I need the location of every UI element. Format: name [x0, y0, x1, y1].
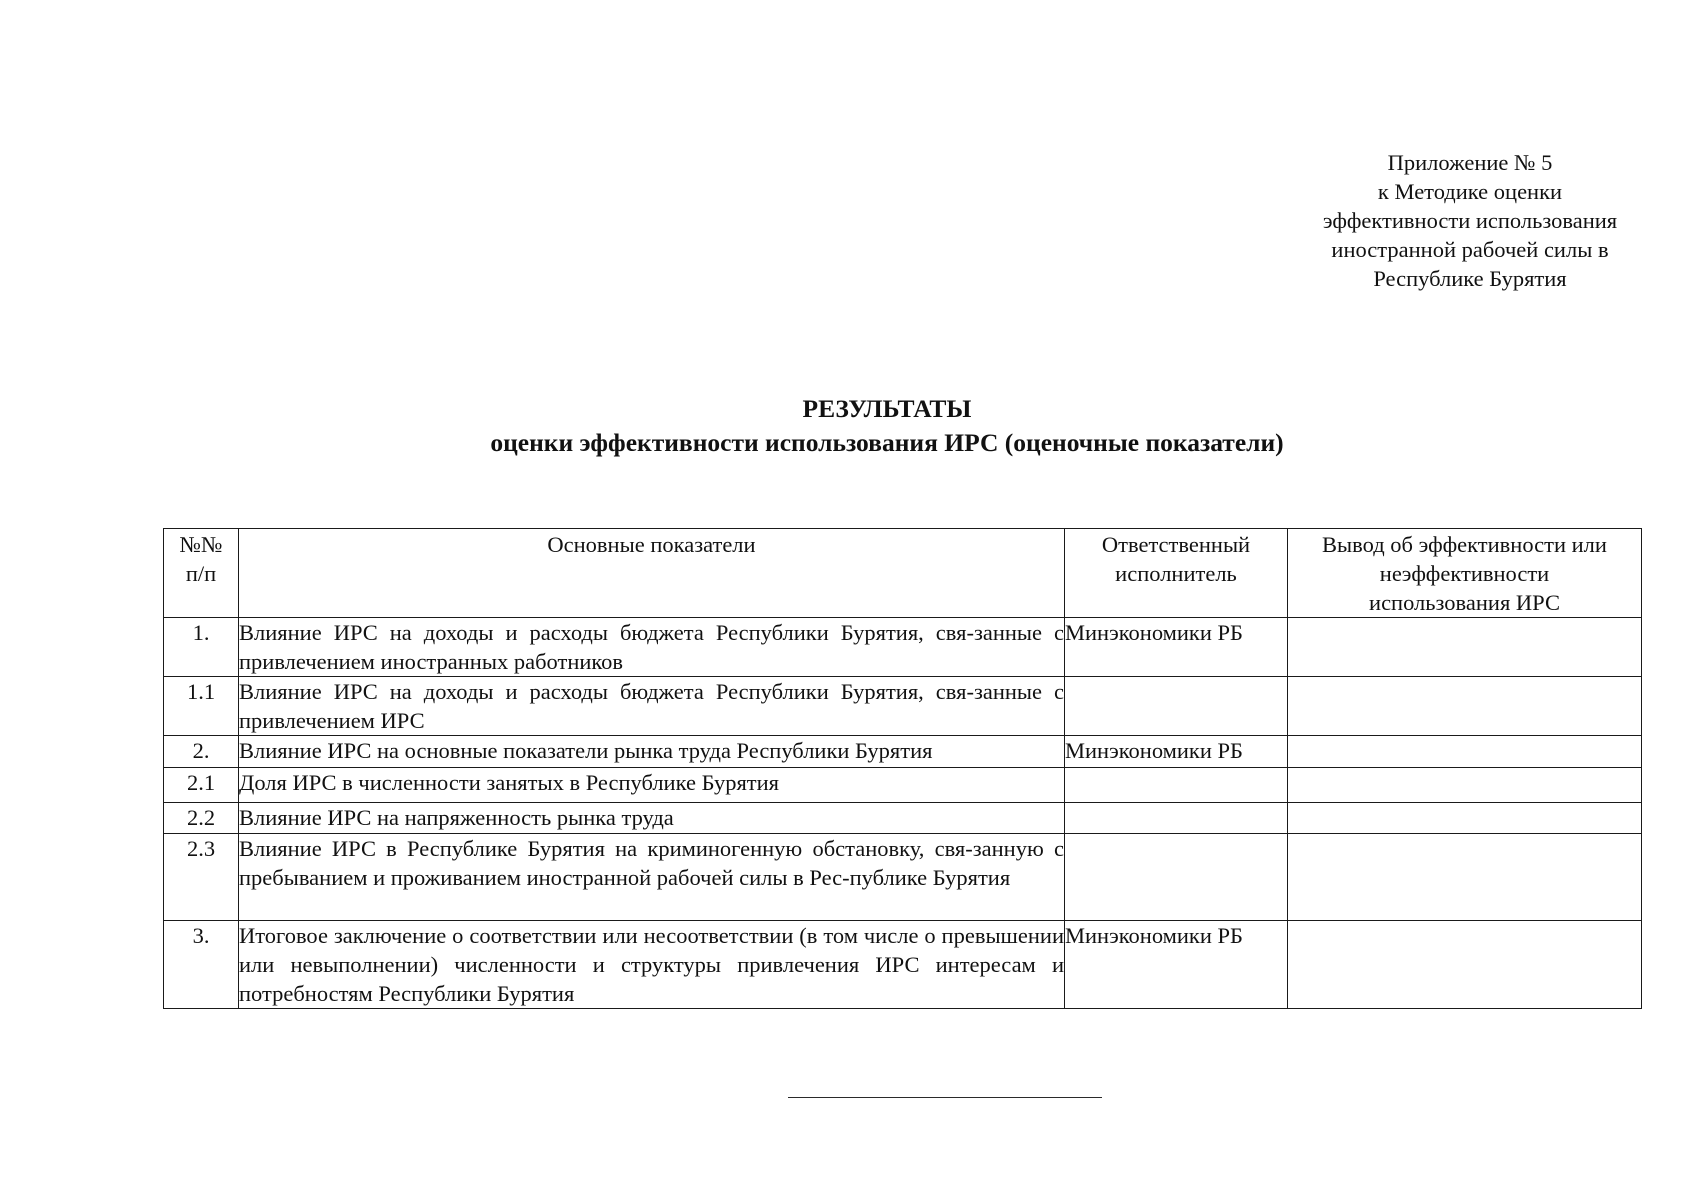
appendix-line: эффективности использования	[1322, 208, 1618, 233]
table-row	[164, 803, 1642, 834]
row-responsible	[1065, 768, 1288, 803]
row-indicator: Влияние ИРС в Республике Бурятия на криминогенную обстановку, свя-занную с пребыванием и проживанием иностранной рабочей силы в Рес-публике Бурятия	[239, 834, 1065, 921]
row-number: 2.	[164, 736, 239, 768]
table-row	[164, 768, 1642, 803]
row-indicator: Доля ИРС в численности занятых в Республике Бурятия	[239, 768, 1065, 803]
header-number-label: №№ п/п	[179, 532, 223, 586]
row-number: 2.1	[164, 768, 239, 803]
row-indicator: Влияние ИРС на доходы и расходы бюджета Республики Бурятия, свя-занные с привлечением иностранных работников	[239, 618, 1065, 677]
appendix-line: к Методике оценки	[1377, 179, 1563, 204]
closing-separator-line	[788, 1097, 1102, 1098]
row-indicator: Влияние ИРС на доходы и расходы бюджета Республики Бурятия, свя-занные с привлечением ИРС	[239, 677, 1065, 736]
appendix-line: Приложение № 5	[1387, 150, 1553, 175]
row-responsible: Минэкономики РБ	[1065, 736, 1288, 768]
row-indicator: Итоговое заключение о соответствии или несоответствии (в том числе о превышении или невыполнении) численности и структуры привлечения ИРС интересам и потребностям Республики Бурятия	[239, 921, 1065, 1009]
table-row	[164, 618, 1642, 677]
row-conclusion	[1288, 736, 1642, 768]
document-title	[0, 392, 1698, 460]
row-conclusion	[1288, 618, 1642, 677]
row-responsible: Минэкономики РБ	[1065, 921, 1288, 1009]
header-responsible	[1065, 529, 1288, 618]
row-number: 2.2	[164, 803, 239, 834]
title-main: РЕЗУЛЬТАТЫ	[802, 394, 972, 423]
table-row	[164, 677, 1642, 736]
row-responsible: Минэкономики РБ	[1065, 618, 1288, 677]
row-responsible	[1065, 803, 1288, 834]
table-header-row	[164, 529, 1642, 618]
row-indicator: Влияние ИРС на напряженность рынка труда	[239, 803, 1065, 834]
table-row	[164, 834, 1642, 921]
header-responsible-label: Ответственный исполнитель	[1101, 532, 1251, 586]
table-row	[164, 921, 1642, 1009]
appendix-line: иностранной рабочей силы в	[1331, 237, 1609, 262]
row-number: 2.3	[164, 834, 239, 921]
row-number: 1.1	[164, 677, 239, 736]
header-indicators: Основные показатели	[239, 529, 1065, 618]
header-number	[164, 529, 239, 618]
row-conclusion	[1288, 803, 1642, 834]
results-table	[163, 528, 1642, 1009]
appendix-note	[1290, 148, 1650, 293]
table-row	[164, 736, 1642, 768]
appendix-line: Республике Бурятия	[1373, 266, 1567, 291]
row-conclusion	[1288, 921, 1642, 1009]
row-responsible	[1065, 834, 1288, 921]
row-indicator: Влияние ИРС на основные показатели рынка труда Республики Бурятия	[239, 736, 1065, 768]
row-responsible	[1065, 677, 1288, 736]
row-conclusion	[1288, 834, 1642, 921]
row-number: 1.	[164, 618, 239, 677]
title-subtitle: оценки эффективности использования ИРС (оценочные показатели)	[490, 428, 1284, 457]
row-conclusion	[1288, 768, 1642, 803]
row-conclusion	[1288, 677, 1642, 736]
header-conclusion-label: Вывод об эффективности или неэффективности использования ИРС	[1322, 532, 1607, 615]
header-conclusion	[1288, 529, 1642, 618]
row-number: 3.	[164, 921, 239, 1009]
